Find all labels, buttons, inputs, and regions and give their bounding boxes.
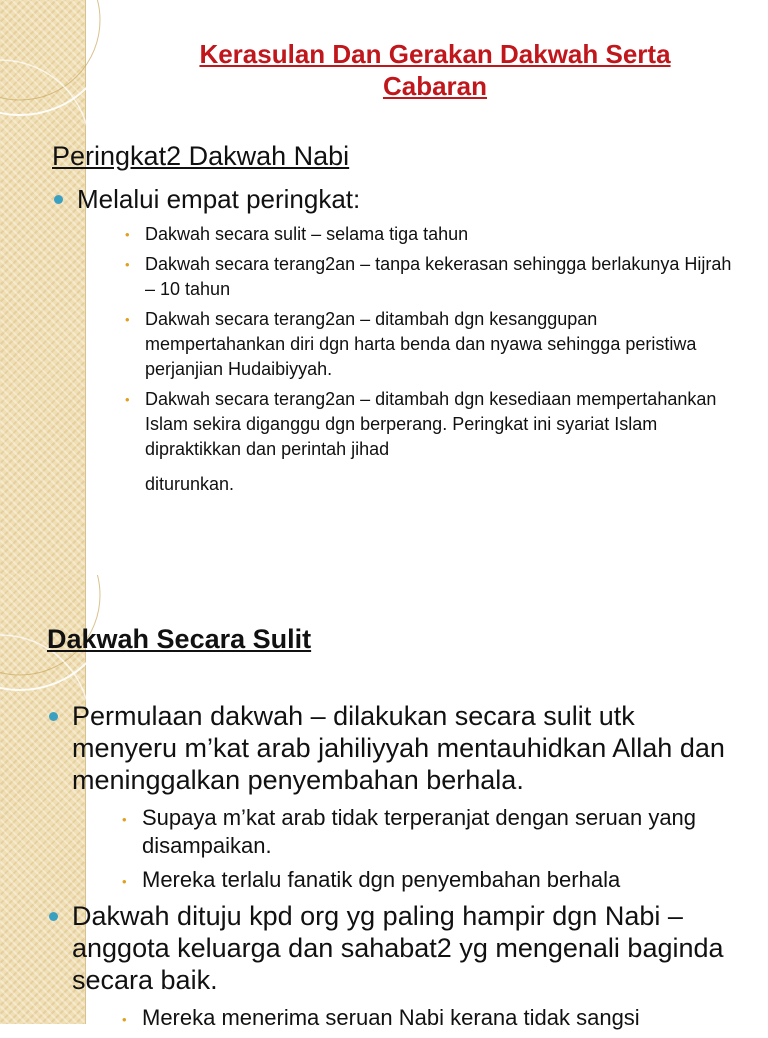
list-item — [122, 866, 747, 894]
list-item — [47, 700, 747, 894]
slide-heading: Peringkat2 Dakwah Nabi — [52, 141, 350, 171]
sub-bullet-text: Supaya m’kat arab tidak terperanjat dengan seruan yang disampaikan. — [142, 805, 697, 858]
slide-title: Kerasulan Dan Gerakan Dakwah Serta Cabaran — [199, 39, 671, 101]
sub-bullet-list — [125, 222, 742, 497]
list-item — [125, 252, 742, 302]
sub-bullet-list — [122, 1004, 747, 1032]
list-item — [47, 900, 747, 1032]
bullet-text: Dakwah dituju kpd org yg paling hampir dgn Nabi – anggota keluarga dan sahabat2 yg mengenali baginda secara baik. — [72, 901, 724, 995]
sub-bullet-text: Mereka terlalu fanatik dgn penyembahan berhala — [142, 867, 621, 892]
sub-bullet-text: Dakwah secara terang2an – tanpa kekerasan sehingga berlakunya Hijrah – 10 tahun — [145, 254, 732, 299]
bullet-text: Permulaan dakwah – dilakukan secara sulit utk menyeru m’kat arab jahiliyyah mentauhidkan Allah dan meninggalkan penyembahan berhala. — [72, 701, 725, 795]
bullet-dot-icon — [49, 712, 58, 721]
sub-bullet-icon: • — [122, 1012, 127, 1027]
sub-bullet-icon: • — [125, 227, 130, 242]
bullet-list — [52, 182, 742, 502]
bullet-dot-icon — [54, 195, 63, 204]
bullet-text: Melalui empat peringkat: — [77, 184, 361, 214]
list-item — [125, 222, 742, 247]
sub-bullet-icon: • — [125, 312, 130, 327]
sub-bullet-text: Dakwah secara terang2an – ditambah dgn kesediaan mempertahankan Islam sekira diganggu dgn berperang. Peringkat ini syariat Islam dipraktikkan dan perintah jihad — [145, 389, 717, 459]
sub-bullet-icon: • — [125, 257, 130, 272]
list-item — [125, 307, 742, 382]
list-item — [122, 1004, 747, 1032]
list-item — [125, 387, 742, 497]
list-item — [52, 182, 742, 497]
bullet-list — [47, 700, 747, 1038]
slide-heading: Dakwah Secara Sulit — [47, 624, 312, 654]
sub-bullet-list — [122, 804, 747, 894]
sub-bullet-icon: • — [122, 874, 127, 889]
sub-bullet-continuation: diturunkan. — [145, 474, 235, 494]
sub-bullet-icon: • — [125, 392, 130, 407]
bullet-dot-icon — [49, 912, 58, 921]
sub-bullet-text: Dakwah secara sulit – selama tiga tahun — [145, 224, 469, 244]
circle-ornament-icon — [0, 0, 140, 160]
sub-bullet-text: Dakwah secara terang2an – ditambah dgn kesanggupan mempertahankan diri dgn harta benda dan nyawa sehingga peristiwa perjanjian Hudaibiyyah. — [145, 309, 697, 379]
list-item — [122, 804, 747, 860]
sub-bullet-icon: • — [122, 812, 127, 827]
sub-bullet-text: Mereka menerima seruan Nabi kerana tidak sangsi — [142, 1005, 640, 1030]
